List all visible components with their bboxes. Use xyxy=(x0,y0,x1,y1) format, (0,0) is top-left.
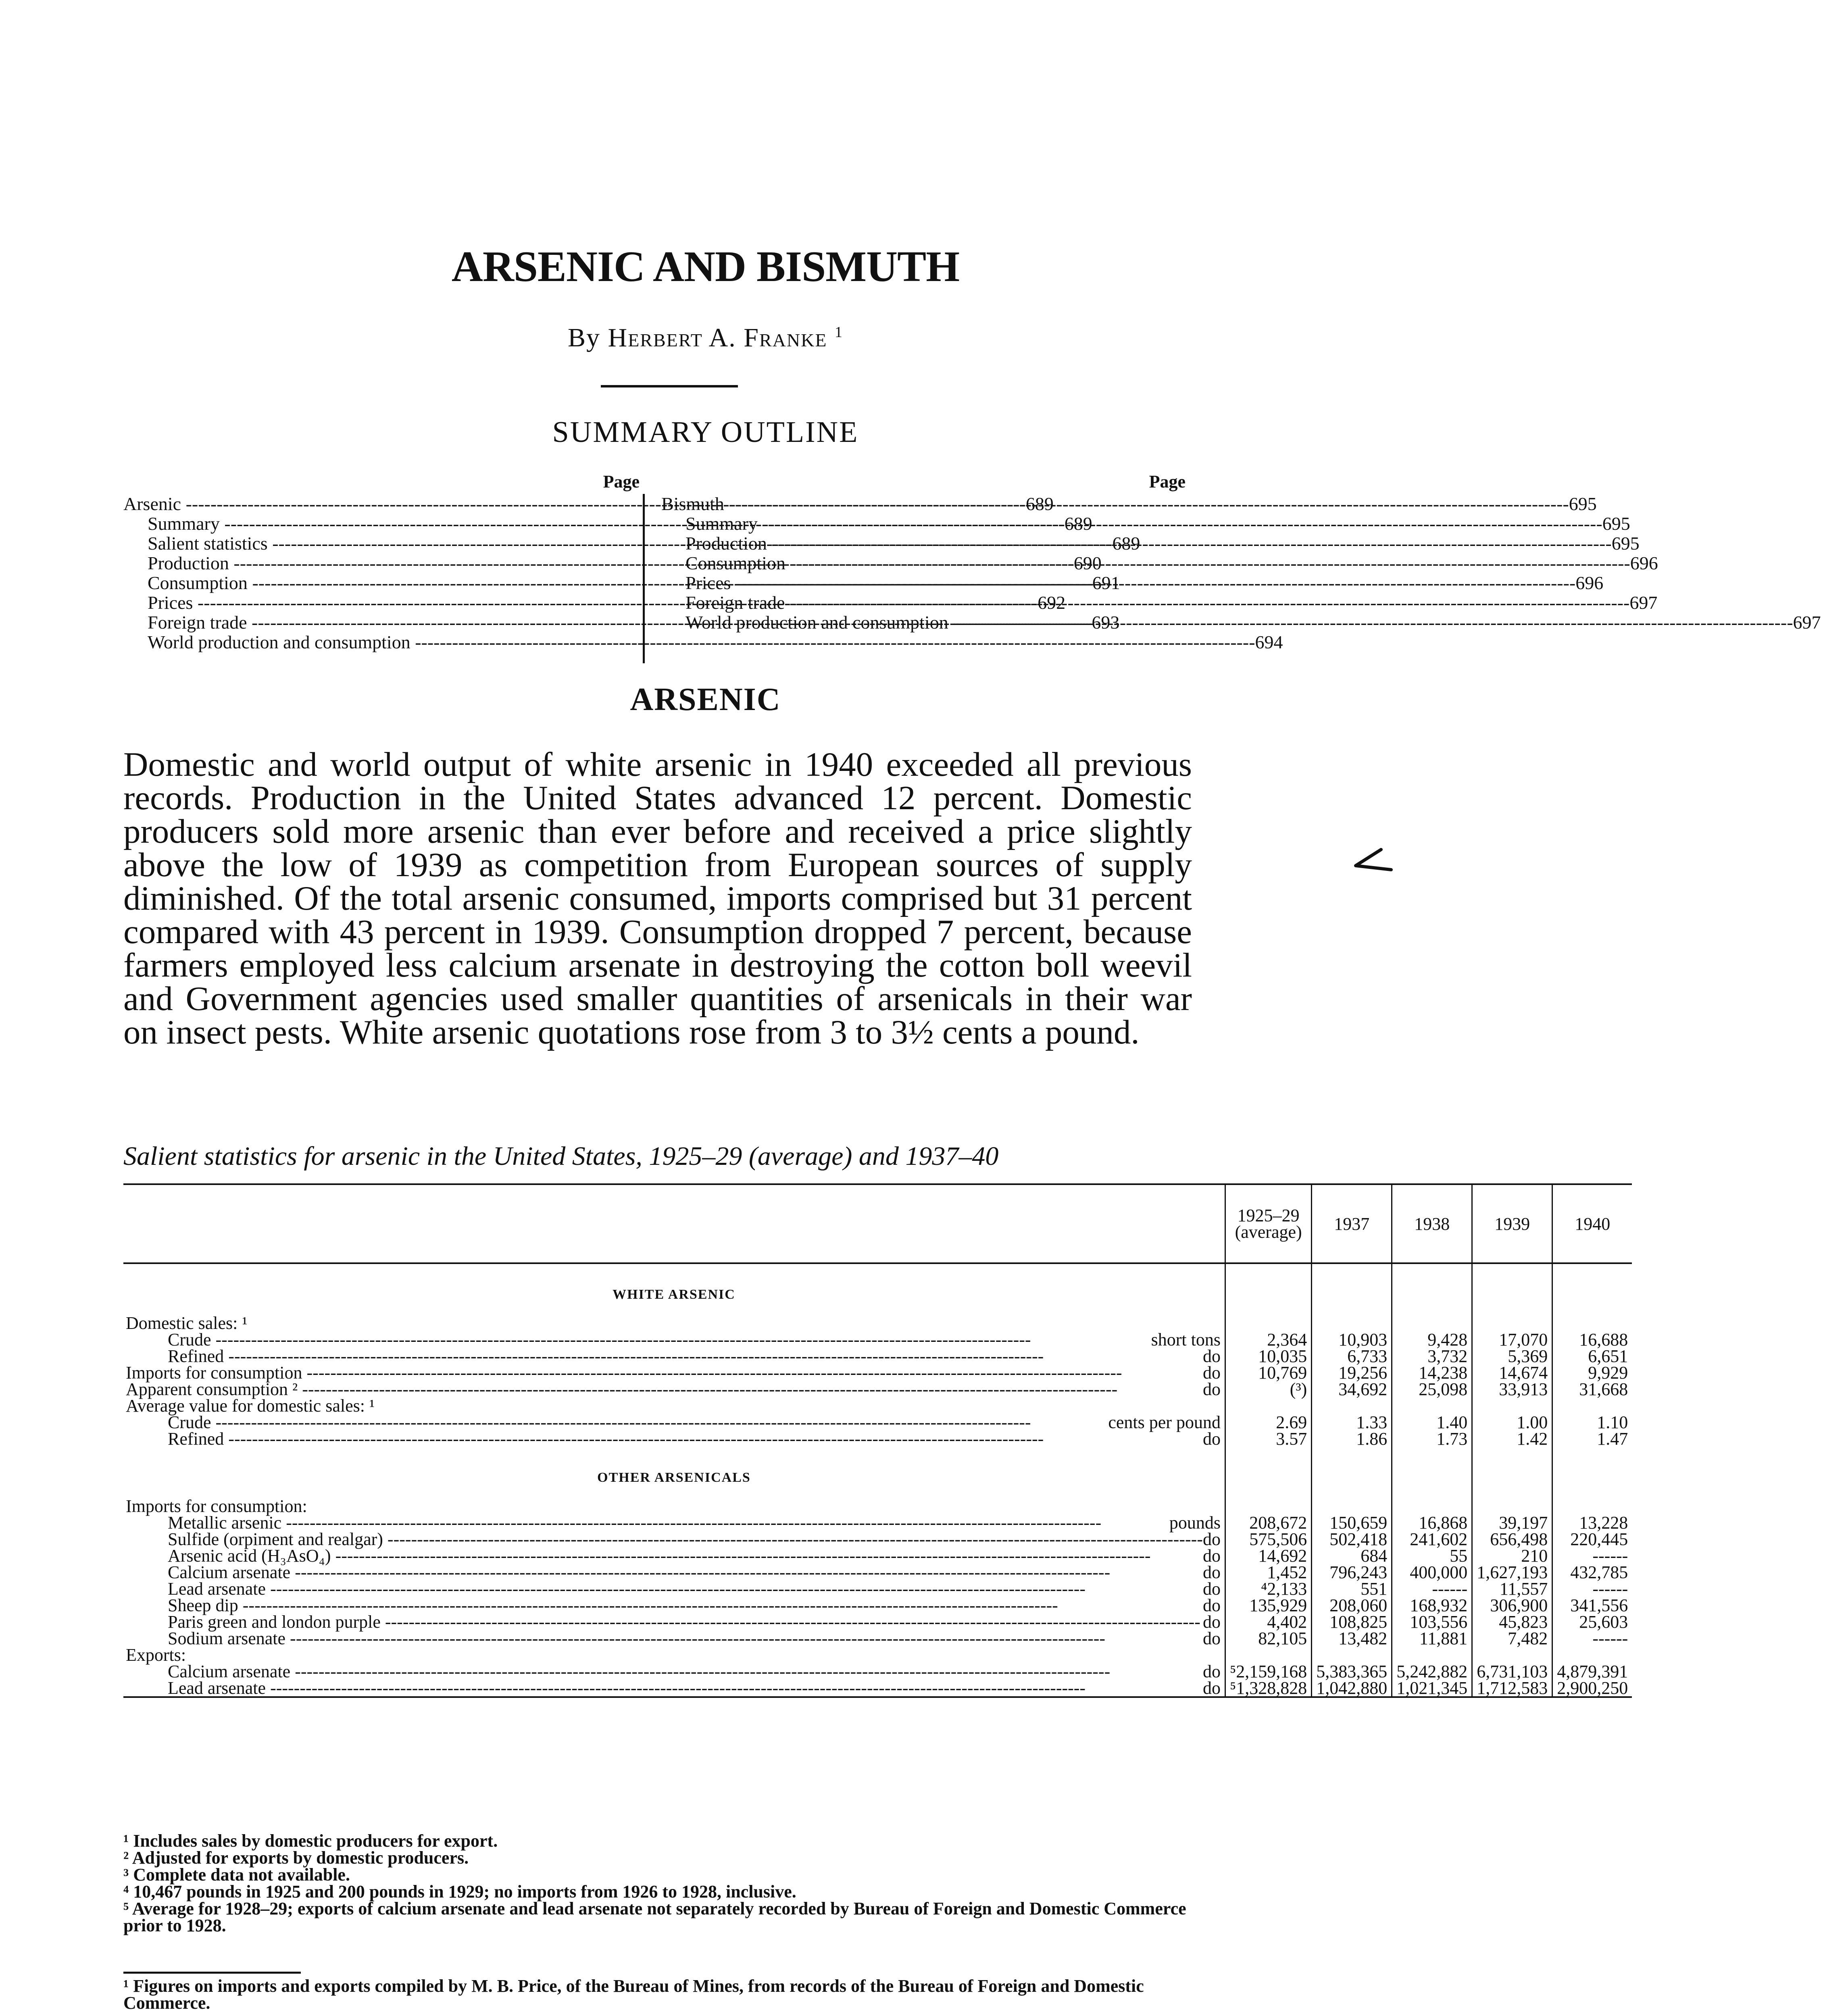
salient-statistics-table xyxy=(123,1183,1628,1698)
section-heading-arsenic: ARSENIC xyxy=(630,682,781,717)
table-row-label xyxy=(123,1514,1225,1531)
toc-item-page: 695 xyxy=(1602,513,1630,534)
toc-item-page: 689 xyxy=(1064,513,1092,534)
summary-outline-heading: SUMMARY OUTLINE xyxy=(552,416,859,449)
table-row-label xyxy=(123,1331,1225,1348)
column-header: 1937 xyxy=(1312,1184,1392,1263)
row-unit: do xyxy=(1202,1629,1221,1648)
table-cell: 1.10 xyxy=(1552,1414,1632,1431)
column-header: 1938 xyxy=(1392,1184,1472,1263)
toc-item xyxy=(661,494,1597,514)
header-blank xyxy=(123,1184,1225,1263)
table-row xyxy=(123,1531,1632,1547)
toc-item xyxy=(661,612,1821,633)
table-cell xyxy=(1225,1397,1311,1414)
row-unit: do xyxy=(1202,1546,1221,1566)
row-label-with-leader xyxy=(168,1630,1221,1647)
table-cell: 1,627,193 xyxy=(1472,1564,1552,1581)
row-unit: pounds xyxy=(1169,1513,1221,1533)
toc-right-column xyxy=(661,472,1821,633)
table-cell xyxy=(1225,1498,1311,1514)
table-row xyxy=(123,1547,1632,1564)
table-cell: 31,668 xyxy=(1552,1381,1632,1397)
column-header: 1925–29 (average) xyxy=(1225,1184,1311,1263)
row-unit: do xyxy=(1202,1678,1221,1698)
handwritten-margin-mark xyxy=(1351,845,1395,881)
table-header-row xyxy=(123,1184,1632,1263)
title-rule xyxy=(601,385,738,387)
row-label-with-leader xyxy=(168,1531,1221,1547)
toc-item xyxy=(661,513,1630,534)
table-cell: 5,242,882 xyxy=(1392,1663,1472,1680)
table-row-label xyxy=(123,1663,1225,1680)
row-unit: do xyxy=(1202,1579,1221,1599)
table-row xyxy=(123,1348,1632,1364)
table-cell: 575,506 xyxy=(1225,1531,1311,1547)
table-cell-empty xyxy=(1552,1447,1632,1498)
row-label-with-leader xyxy=(168,1514,1221,1531)
toc-item-label: Production ----- xyxy=(685,533,1612,553)
row-label-text: Sodium arsenate ----- xyxy=(168,1630,1203,1647)
table-row xyxy=(123,1397,1632,1414)
table-row xyxy=(123,1315,1632,1331)
table-cell: 108,825 xyxy=(1312,1614,1392,1630)
table-cell xyxy=(1392,1498,1472,1514)
table-cell: 14,238 xyxy=(1392,1364,1472,1381)
table-cell: 9,428 xyxy=(1392,1331,1472,1348)
table-row-label xyxy=(123,1498,1225,1514)
toc-item-label: Foreign trade ----- xyxy=(685,593,1629,612)
toc-divider xyxy=(643,494,645,663)
row-label-text: Imports for consumption: xyxy=(126,1496,307,1516)
table-row xyxy=(123,1597,1632,1614)
toc-item-label: World production and consumption ----- xyxy=(148,632,1255,652)
table-row xyxy=(123,1680,1632,1697)
row-unit: do xyxy=(1202,1363,1221,1383)
table-cell: 14,692 xyxy=(1225,1547,1311,1564)
table-row xyxy=(123,1614,1632,1630)
row-label-text: Lead arsenate ----- xyxy=(168,1581,1203,1597)
row-label-with-leader xyxy=(168,1614,1221,1630)
toc-item xyxy=(661,573,1604,593)
toc-item-label: Arsenic ----- xyxy=(123,494,1026,514)
table-cell: ------ xyxy=(1552,1630,1632,1647)
row-unit: do xyxy=(1202,1379,1221,1399)
table-cell: 3.57 xyxy=(1225,1431,1311,1447)
table-cell: 4,402 xyxy=(1225,1614,1311,1630)
table-cell: 11,557 xyxy=(1472,1581,1552,1597)
toc-item-label: Foreign trade ----- xyxy=(148,612,1092,632)
row-label-text: Refined ----- xyxy=(168,1348,1203,1364)
row-label-text: Apparent consumption ² ----- xyxy=(126,1381,1203,1397)
toc-item-page: 692 xyxy=(1038,592,1066,613)
table-row-label xyxy=(123,1397,1225,1414)
row-label-text: Sulfide (orpiment and realgar) ----- xyxy=(168,1531,1203,1547)
table-cell-empty xyxy=(1225,1263,1311,1315)
toc-item-label: Prices ----- xyxy=(148,593,1038,612)
toc-item-page: 695 xyxy=(1569,494,1597,514)
toc-item-label: Production ----- xyxy=(148,553,1074,573)
table-cell: 14,674 xyxy=(1472,1364,1552,1381)
toc-item-label: Consumption ----- xyxy=(685,553,1630,573)
table-row xyxy=(123,1331,1632,1348)
table-cell: 796,243 xyxy=(1312,1564,1392,1581)
table-cell: 5,383,365 xyxy=(1312,1663,1392,1680)
footnote-item: ¹ Includes sales by domestic producers for export. xyxy=(123,1831,498,1851)
table-row-label xyxy=(123,1597,1225,1614)
table-cell: 2.69 xyxy=(1225,1414,1311,1431)
table-cell: 656,498 xyxy=(1472,1531,1552,1547)
row-label-with-leader xyxy=(168,1547,1221,1564)
row-label-text: Imports for consumption ----- xyxy=(126,1364,1203,1381)
table-cell: 684 xyxy=(1312,1547,1392,1564)
table-cell: 55 xyxy=(1392,1547,1472,1564)
table-cell xyxy=(1472,1315,1552,1331)
toc-item xyxy=(661,553,1658,573)
toc-item-label: Consumption ----- xyxy=(148,573,1092,593)
row-unit: cents per pound xyxy=(1108,1412,1221,1432)
toc-item-page: 689 xyxy=(1025,494,1054,514)
toc-item-page: 694 xyxy=(1255,632,1283,652)
table-cell: 1.86 xyxy=(1312,1431,1392,1447)
toc-item-label: Summary ----- xyxy=(685,514,1602,533)
table-cell: 208,060 xyxy=(1312,1597,1392,1614)
table-cell: 341,556 xyxy=(1552,1597,1632,1614)
table-row-label xyxy=(123,1364,1225,1381)
table-cell: 10,035 xyxy=(1225,1348,1311,1364)
row-label-with-leader xyxy=(168,1581,1221,1597)
byline-prefix: By xyxy=(568,323,601,352)
table-cell: 1,712,583 xyxy=(1472,1680,1552,1697)
table-cell: 39,197 xyxy=(1472,1514,1552,1531)
row-label-with-leader xyxy=(168,1597,1221,1614)
table-cell: 103,556 xyxy=(1392,1614,1472,1630)
table-cell: ------ xyxy=(1392,1581,1472,1597)
table-cell: 1,021,345 xyxy=(1392,1680,1472,1697)
toc-item xyxy=(661,592,1658,613)
table-cell: 13,482 xyxy=(1312,1630,1392,1647)
toc-item-label: Prices ----- xyxy=(685,573,1575,593)
table-cell: ⁵2,159,168 xyxy=(1225,1663,1311,1680)
toc-item xyxy=(123,632,1283,652)
row-label-text: Exports: xyxy=(126,1645,186,1665)
table-row-label xyxy=(123,1630,1225,1647)
table-cell: 1.42 xyxy=(1472,1431,1552,1447)
table-cell: 6,651 xyxy=(1552,1348,1632,1364)
table-cell: 502,418 xyxy=(1312,1531,1392,1547)
toc-item-page: 696 xyxy=(1575,573,1604,593)
row-unit: do xyxy=(1202,1562,1221,1582)
table-cell: 7,482 xyxy=(1472,1630,1552,1647)
table-cell: 135,929 xyxy=(1225,1597,1311,1614)
row-label-text: Lead arsenate ----- xyxy=(168,1680,1203,1696)
table-row xyxy=(123,1414,1632,1431)
table-row-label xyxy=(123,1531,1225,1547)
row-label-with-leader xyxy=(168,1414,1221,1431)
byline xyxy=(0,323,1411,353)
row-label-text: Sheep dip ----- xyxy=(168,1597,1203,1614)
table-section-row xyxy=(123,1263,1632,1315)
toc-item xyxy=(661,533,1640,554)
toc-item-label: World production and consumption ----- xyxy=(685,612,1793,632)
row-label-with-leader xyxy=(168,1680,1221,1696)
table-cell xyxy=(1472,1647,1552,1663)
toc-item-label: Salient statistics ----- xyxy=(148,533,1113,553)
author-name: Herbert A. Franke xyxy=(608,323,827,352)
table-cell xyxy=(1312,1647,1392,1663)
table-cell: 1.73 xyxy=(1392,1431,1472,1447)
table-cell: ------ xyxy=(1552,1547,1632,1564)
table-row-label xyxy=(123,1381,1225,1397)
table-cell: 1.40 xyxy=(1392,1414,1472,1431)
row-label-with-leader xyxy=(168,1348,1221,1364)
row-label-with-leader xyxy=(168,1331,1221,1348)
table-row-label xyxy=(123,1547,1225,1564)
toc-item-label: Summary ----- xyxy=(148,514,1065,533)
table-cell: 2,364 xyxy=(1225,1331,1311,1348)
table-cell: 16,868 xyxy=(1392,1514,1472,1531)
table-row-label xyxy=(123,1614,1225,1630)
table-cell: 34,692 xyxy=(1312,1381,1392,1397)
table-row xyxy=(123,1514,1632,1531)
toc-item-page: 693 xyxy=(1092,612,1120,633)
toc-item-page: 690 xyxy=(1073,553,1102,573)
table-cell: 3,732 xyxy=(1392,1348,1472,1364)
table-cell-empty xyxy=(1225,1447,1311,1498)
table-row xyxy=(123,1663,1632,1680)
table-row-label xyxy=(123,1581,1225,1597)
table-cell: 33,913 xyxy=(1472,1381,1552,1397)
row-unit: do xyxy=(1202,1429,1221,1449)
table-cell: 150,659 xyxy=(1312,1514,1392,1531)
footnote-item: ³ Complete data not available. xyxy=(123,1865,350,1885)
table-cell: 220,445 xyxy=(1552,1531,1632,1547)
table-row-label xyxy=(123,1647,1225,1663)
row-label-text: Calcium arsenate ----- xyxy=(168,1564,1203,1581)
table-cell xyxy=(1312,1397,1392,1414)
toc-item-page: 697 xyxy=(1793,612,1821,633)
footnote-rule xyxy=(123,1972,301,1974)
row-label-text: Crude ----- xyxy=(168,1414,1108,1431)
table-cell: 6,731,103 xyxy=(1472,1663,1552,1680)
table-cell: 1.47 xyxy=(1552,1431,1632,1447)
table-cell-empty xyxy=(1472,1263,1552,1315)
table-cell-empty xyxy=(1472,1447,1552,1498)
table-cell: (³) xyxy=(1225,1381,1311,1397)
table-cell: 208,672 xyxy=(1225,1514,1311,1531)
table-cell: 25,603 xyxy=(1552,1614,1632,1630)
table-section-row xyxy=(123,1447,1632,1498)
toc-item-page: 695 xyxy=(1611,533,1640,554)
row-label-text: Arsenic acid (H₃AsO₄) ----- xyxy=(168,1547,1203,1564)
table-cell: 551 xyxy=(1312,1581,1392,1597)
table-cell: 10,769 xyxy=(1225,1364,1311,1381)
column-header: 1940 xyxy=(1552,1184,1632,1263)
table-row xyxy=(123,1364,1632,1381)
row-label-text: Calcium arsenate ----- xyxy=(168,1663,1203,1680)
table-cell: 17,070 xyxy=(1472,1331,1552,1348)
table-cell: 25,098 xyxy=(1392,1381,1472,1397)
toc-page-header: Page xyxy=(1149,472,1186,492)
table-cell: 82,105 xyxy=(1225,1630,1311,1647)
table-cell: 13,228 xyxy=(1552,1514,1632,1531)
table-section-label: WHITE ARSENIC xyxy=(613,1287,735,1302)
footnote-item: ⁴ 10,467 pounds in 1925 and 200 pounds in 1929; no imports from 1926 to 1928, inclusive. xyxy=(123,1882,796,1901)
table-cell: 1,042,880 xyxy=(1312,1680,1392,1697)
table-cell xyxy=(1392,1647,1472,1663)
author-footnote-mark: 1 xyxy=(834,324,843,341)
table-row-label xyxy=(123,1315,1225,1331)
table-cell xyxy=(1312,1498,1392,1514)
table-cell xyxy=(1552,1647,1632,1663)
table-cell-empty xyxy=(1552,1263,1632,1315)
table-cell xyxy=(1392,1315,1472,1331)
table-cell: 1,452 xyxy=(1225,1564,1311,1581)
table-cell: 400,000 xyxy=(1392,1564,1472,1581)
row-label-with-leader xyxy=(168,1663,1221,1680)
table-cell: 9,929 xyxy=(1552,1364,1632,1381)
toc-item-page: 689 xyxy=(1112,533,1140,554)
table-cell: 10,903 xyxy=(1312,1331,1392,1348)
table-cell: 4,879,391 xyxy=(1552,1663,1632,1680)
table-cell: ⁴2,133 xyxy=(1225,1581,1311,1597)
table-cell: 306,900 xyxy=(1472,1597,1552,1614)
toc-item-page: 696 xyxy=(1630,553,1658,573)
table-cell: 2,900,250 xyxy=(1552,1680,1632,1697)
row-label-with-leader xyxy=(168,1564,1221,1581)
table-row xyxy=(123,1381,1632,1397)
toc-item-label: Bismuth ----- xyxy=(661,494,1569,514)
row-unit: do xyxy=(1202,1346,1221,1366)
row-unit: short tons xyxy=(1151,1330,1221,1350)
toc-item-page: 691 xyxy=(1092,573,1120,593)
table-cell: 45,823 xyxy=(1472,1614,1552,1630)
table-cell: ------ xyxy=(1552,1581,1632,1597)
row-unit: do xyxy=(1202,1612,1221,1632)
toc-item xyxy=(123,513,1092,534)
table-cell xyxy=(1552,1397,1632,1414)
table-cell xyxy=(1472,1397,1552,1414)
table-cell: 19,256 xyxy=(1312,1364,1392,1381)
table-row xyxy=(123,1630,1632,1647)
table-row-label xyxy=(123,1564,1225,1581)
row-unit: do xyxy=(1202,1662,1221,1681)
table-cell: 6,733 xyxy=(1312,1348,1392,1364)
table-cell: 11,881 xyxy=(1392,1630,1472,1647)
page-title: ARSENIC AND BISMUTH xyxy=(451,243,960,291)
table-row-label xyxy=(123,1348,1225,1364)
row-unit: do xyxy=(1202,1529,1221,1549)
column-header: 1939 xyxy=(1472,1184,1552,1263)
toc-item-page: 697 xyxy=(1629,592,1658,613)
row-label-text: Average value for domestic sales: ¹ xyxy=(126,1396,375,1416)
table-cell: 241,602 xyxy=(1392,1531,1472,1547)
table-cell-empty xyxy=(1312,1263,1392,1315)
row-unit: do xyxy=(1202,1595,1221,1615)
page-footnote: ¹ Figures on imports and exports compiled by M. B. Price, of the Bureau of Mines, from records of the Bureau of Foreign and Domestic Commerce. xyxy=(123,1976,1144,2013)
table-row-label xyxy=(123,1431,1225,1447)
table-footnotes xyxy=(123,1833,1192,1934)
intro-paragraph: Domestic and world output of white arsenic in 1940 exceeded all previous records. Production in the United States advanced 12 percent. Domestic producers sold more arsenic than ever before and received a price slightly above the low of 1939 as competition from European sources of supply diminished. Of the total arsenic consumed, imports comprised but 31 percent compared with 43 percent in 1939. Consumption dropped 7 percent, because farmers employed less calcium arsenate in destroying the cotton boll weevil and Government agencies used smaller quantities of arsenicals in their war on insect pests. White arsenic quotations rose from 3 to 3½ cents a pound. xyxy=(123,746,1192,1051)
table-cell: 432,785 xyxy=(1552,1564,1632,1581)
table-cell: 1.00 xyxy=(1472,1414,1552,1431)
table-row xyxy=(123,1564,1632,1581)
table-cell: ⁵1,328,828 xyxy=(1225,1680,1311,1697)
table-cell xyxy=(1392,1397,1472,1414)
table-cell: 1.33 xyxy=(1312,1414,1392,1431)
row-label-text: Refined ----- xyxy=(168,1431,1203,1447)
table-cell xyxy=(1552,1498,1632,1514)
table-cell-empty xyxy=(1312,1447,1392,1498)
table-cell xyxy=(1552,1315,1632,1331)
row-label-text: Metallic arsenic ----- xyxy=(168,1514,1169,1531)
table-cell-empty xyxy=(1392,1263,1472,1315)
footnote-item: ² Adjusted for exports by domestic producers. xyxy=(123,1848,469,1868)
row-label-with-leader xyxy=(126,1381,1221,1397)
table-row xyxy=(123,1647,1632,1663)
table-cell xyxy=(1225,1647,1311,1663)
table-cell: 168,932 xyxy=(1392,1597,1472,1614)
table-cell xyxy=(1225,1315,1311,1331)
table-row xyxy=(123,1431,1632,1447)
row-label-text: Domestic sales: ¹ xyxy=(126,1313,248,1333)
table-cell xyxy=(1312,1315,1392,1331)
table-section-label: OTHER ARSENICALS xyxy=(597,1470,751,1485)
table-row xyxy=(123,1498,1632,1514)
row-label-with-leader xyxy=(168,1431,1221,1447)
table-cell: 5,369 xyxy=(1472,1348,1552,1364)
row-label-text: Paris green and london purple ----- xyxy=(168,1614,1203,1630)
toc-page-header: Page xyxy=(603,472,640,492)
table-cell xyxy=(1472,1498,1552,1514)
footnote-item: ⁵ Average for 1928–29; exports of calcium arsenate and lead arsenate not separately recorded by Bureau of Foreign and Domestic Commerce prior to 1928. xyxy=(123,1899,1186,1935)
table-caption: Salient statistics for arsenic in the United States, 1925–29 (average) and 1937–40 xyxy=(123,1141,999,1171)
row-label-with-leader xyxy=(126,1364,1221,1381)
table-row-label xyxy=(123,1414,1225,1431)
table-row xyxy=(123,1581,1632,1597)
table-cell-empty xyxy=(1392,1447,1472,1498)
table-cell: 16,688 xyxy=(1552,1331,1632,1348)
row-label-text: Crude ----- xyxy=(168,1331,1151,1348)
table-row-label xyxy=(123,1680,1225,1697)
table-cell: 210 xyxy=(1472,1547,1552,1564)
